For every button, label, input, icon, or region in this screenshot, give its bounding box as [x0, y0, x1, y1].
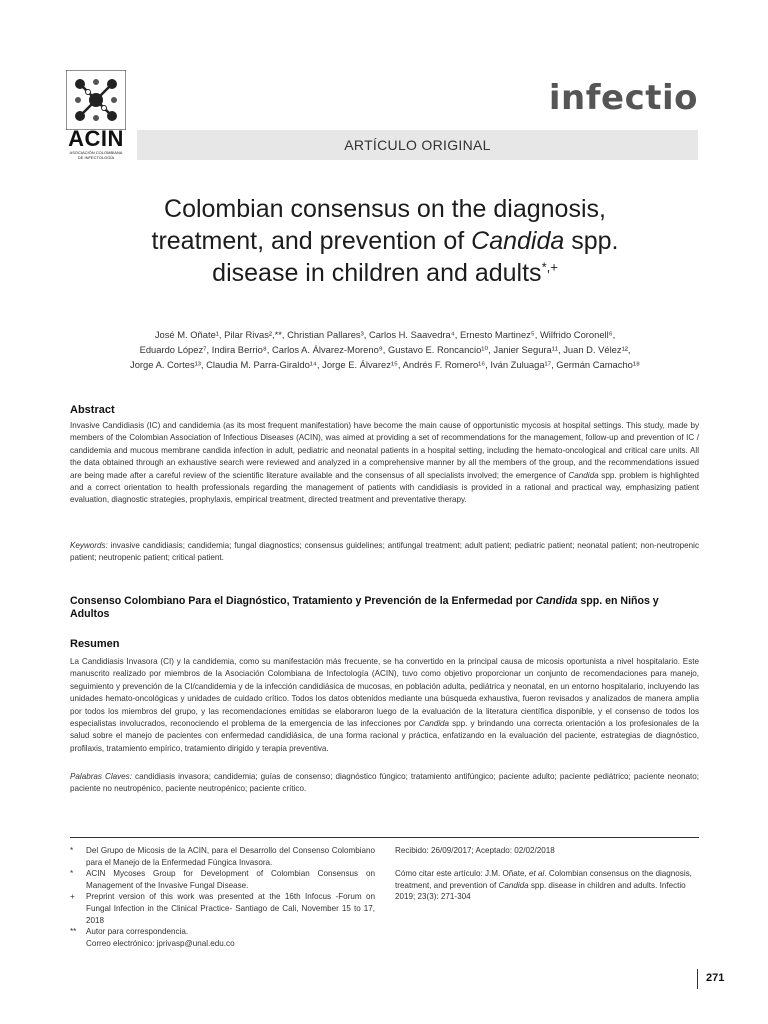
acin-wordmark: ACIN: [68, 126, 124, 151]
footnote-divider: [70, 837, 699, 838]
abstract-heading: Abstract: [70, 404, 115, 416]
acin-subtitle-2: DE INFECTOLOGÍA: [77, 155, 115, 160]
author-line-3: Jorge A. Cortes¹³, Claudia M. Parra-Giraldo¹⁴, Jorge E. Álvarez¹⁵, Andrés F. Romero¹⁶, Iván Zuluaga¹⁷, Germán Camacho¹⁸: [130, 359, 640, 370]
footnote: ** Autor para correspondencia.: [70, 927, 189, 937]
spanish-title: Consenso Colombiano Para el Diagnóstico, Tratamiento y Prevención de la Enfermedad por Candida spp. en Niños y Adultos: [70, 595, 659, 620]
footnote: + Preprint version of this work was presented at the 16th Infocus -Forum on Fungal Infection in the Clinical Practice- Santiago de Cali, November 15 to 17, 2018: [70, 892, 375, 925]
abstract-text: Invasive Candidiasis (IC) and candidemia (as its most frequent manifestation) have become the main cause of opportunistic mycosis at hospital settings. This study, made by members of the Colombian Association of Infectious Diseases (ACIN), was aimed at providing a set of recommendations for the management, follow-up and prevention of IC / candidemia and mucous membrane candida infection in adult, pediatric and neonatal patients in a hospital setting, including the hemato-oncological and critical care units. All the data obtained through an exhaustive search were reviewed and analyzed in a comprehensive manner by all the members of the group, and the recommendations issued are being made after a careful review of the scientific literature available and the consensus of all specialists involved; the emergence of Candida spp. problem is highlighted and a correct orientation to health professionals regarding the management of patients with candidiasis is provided in a rational and practical way, emphasizing patient evaluation, diagnostic strategies, prophylaxis, empirical treatment, directed treatment and preventative therapy.: [70, 421, 699, 505]
title-line-1: Colombian consensus on the diagnosis,: [164, 195, 606, 223]
section-banner: [137, 130, 698, 160]
article-title: [90, 193, 680, 289]
author-line-2: Eduardo López⁷, Indira Berrio⁸, Carlos A. Álvarez-Moreno⁹, Gustavo E. Roncancio¹⁰, Janier Segura¹¹, Juan D. Vélez¹²,: [139, 344, 631, 355]
keywords-en: Keywords: invasive candidiasis; candidemia; fungal diagnostics; consensus guidelines; antifungal treatment; adult patient; pediatric patient; neonatal patient; non-neutropenic patient; neutropenic patient; critical patient.: [70, 541, 699, 563]
title-line-3: disease in children and adults*,+: [212, 259, 558, 287]
how-to-cite: Cómo citar este artículo: J.M. Oñate, et al. Colombian consensus on the diagnosis, treatment, and prevention of Candida spp. disease in children and adults. Infectio 2019; 23(3): 271-304: [395, 869, 692, 902]
section-label: ARTÍCULO ORIGINAL: [344, 137, 491, 153]
journal-name: infectio: [548, 78, 698, 118]
acin-subtitle-1: ASOCIACIÓN COLOMBIANA: [69, 150, 123, 155]
acin-logo: [66, 70, 126, 160]
author-line-1: José M. Oñate¹, Pilar Rivas²,**, Christian Pallares³, Carlos H. Saavedra⁴, Ernesto Martinez⁵, Wilfrido Coronell⁶,: [154, 329, 616, 340]
resumen-heading: Resumen: [70, 638, 120, 650]
title-line-2: treatment, and prevention of Candida spp.: [151, 227, 619, 255]
palabras-claves-label: Palabras Claves:: [70, 772, 132, 781]
footnotes: [70, 845, 375, 949]
footnote: * Del Grupo de Micosis de la ACIN, para el Desarrollo del Consenso Colombiano para el Manejo de la Enfermedad Fúngica Invasora.: [70, 846, 375, 867]
author-list: [90, 327, 680, 372]
title-footnote-marks: *,+: [541, 259, 558, 275]
page-number-bar: [697, 969, 698, 989]
correspondence-email: Correo electrónico: jprivasp@unal.edu.co: [86, 938, 235, 948]
keywords-es: Palabras Claves: candidiasis invasora; candidemia; guías de consenso; diagnóstico fúngico; tratamiento antifúngico; paciente adulto; paciente pediátrico; paciente neonato; paciente no neutropénico, paciente neutropénico; paciente crítico.: [70, 772, 699, 794]
resumen-text: La Candidiasis Invasora (CI) y la candidemia, como su manifestación más frecuente, se ha convertido en la principal causa de micosis oportunista a nivel hospitalario. Este manuscrito realizado por miembros de la Asociación Colombiana de Infectología (ACIN), tuvo como objetivo proporcionar un conjunto de recomendaciones para manejo, seguimiento y prevención de la CI/candidemia y de la infección candidiásica de mucosas, en población adulta, pediátrica y neonatal, en un entorno hospitalario, incluyendo las unidades hemato-oncológicas y unidades de cuidado crítico. Todos los datos obtenidos mediante una búsqueda exhaustiva, fueron revisados y analizados de manera amplia por todos los miembros del grupo, y las recomendaciones emitidas se elaboraron luego de la evaluación de la literatura científica disponible, y el consenso de todos los especialistas involucrados, reconociendo el problema de la emergencia de las infecciones por Candida spp. y brindando una correcta orientación a los profesionales de la salud sobre el manejo de pacientes con enfermedad candidiásica, de una forma racional y práctica, enfatizando en la evaluación del paciente, estrategias de diagnóstico, profilaxis, tratamiento empírico, tratamiento dirigido y terapia preventiva.: [70, 657, 699, 753]
footnote: * ACIN Mycoses Group for Development of Colombian Consensus on Management of the Invasive Fungal Disease.: [70, 869, 375, 890]
acin-emblem-icon: [66, 70, 126, 130]
received-accepted: Recibido: 26/09/2017; Aceptado: 02/02/2018: [395, 846, 555, 855]
keywords-label: Keywords:: [70, 541, 108, 550]
page-number: 271: [706, 972, 725, 984]
article-dates-and-citation: [395, 845, 699, 903]
